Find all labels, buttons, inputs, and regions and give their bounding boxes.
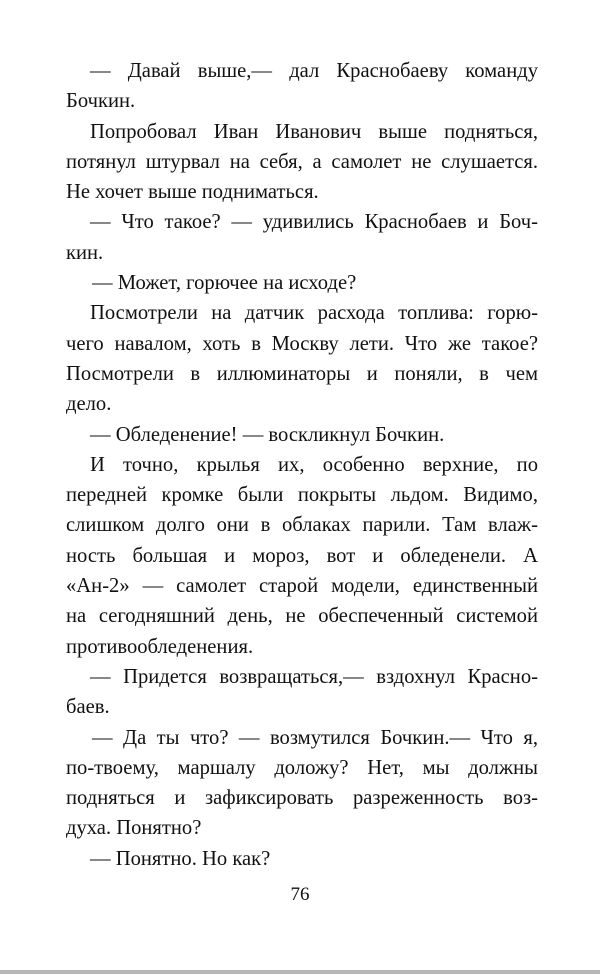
bottom-edge: [0, 970, 600, 974]
text-line: потянул штурвал на себя, а самолет не слушается.: [66, 150, 538, 173]
text-line: кин.: [66, 241, 104, 264]
text-line: — Понятно. Но как?: [90, 847, 271, 870]
text-line: дело.: [66, 393, 112, 416]
text-line: чего навалом, хоть в Москву лети. Что же такое?: [66, 332, 538, 355]
text-line: Бочкин.: [66, 90, 136, 113]
text-line: Посмотрели в иллюминаторы и поняли, в чем: [66, 362, 538, 385]
text-line: по-твоему, маршалу доложу? Нет, мы должны: [66, 756, 538, 779]
page-number: 76: [290, 884, 310, 905]
text-line: — Давай выше,— дал Краснобаеву команду: [90, 60, 538, 82]
text-line: — Придется возвращаться,— вздохнул Красно-: [90, 665, 538, 688]
text-line: передней кромке были покрыты льдом. Видимо,: [66, 484, 538, 507]
text-line: противообледенения.: [66, 635, 254, 658]
body-text: [66, 56, 538, 874]
text-line: Попробовал Иван Иванович выше подняться,: [90, 120, 538, 143]
text-line: баев.: [66, 696, 110, 719]
text-line: слишком долго они в облаках парили. Там влаж-: [66, 514, 538, 537]
text-line: — Обледенение! — воскликнул Бочкин.: [90, 423, 445, 446]
text-line: «Ан-2» — самолет старой модели, единственный: [66, 575, 538, 598]
text-line: — Да ты что? — возмутился Бочкин.— Что я,: [92, 726, 538, 749]
text-line: — Может, горючее на исходе?: [92, 272, 357, 295]
text-line: — Что такое? — удивились Краснобаев и Боч-: [90, 211, 538, 234]
text-line: ность большая и мороз, вот и обледенели. А: [66, 544, 538, 567]
text-line: Посмотрели на датчик расхода топлива: горю-: [90, 302, 538, 325]
text-line: И точно, крылья их, особенно верхние, по: [90, 453, 538, 476]
text-line: подняться и зафиксировать разреженность воз-: [66, 787, 538, 810]
text-line: на сегодняшний день, не обеспеченный системой: [66, 605, 538, 628]
text-line: Не хочет выше подниматься.: [66, 181, 319, 204]
text-line: духа. Понятно?: [66, 817, 202, 840]
